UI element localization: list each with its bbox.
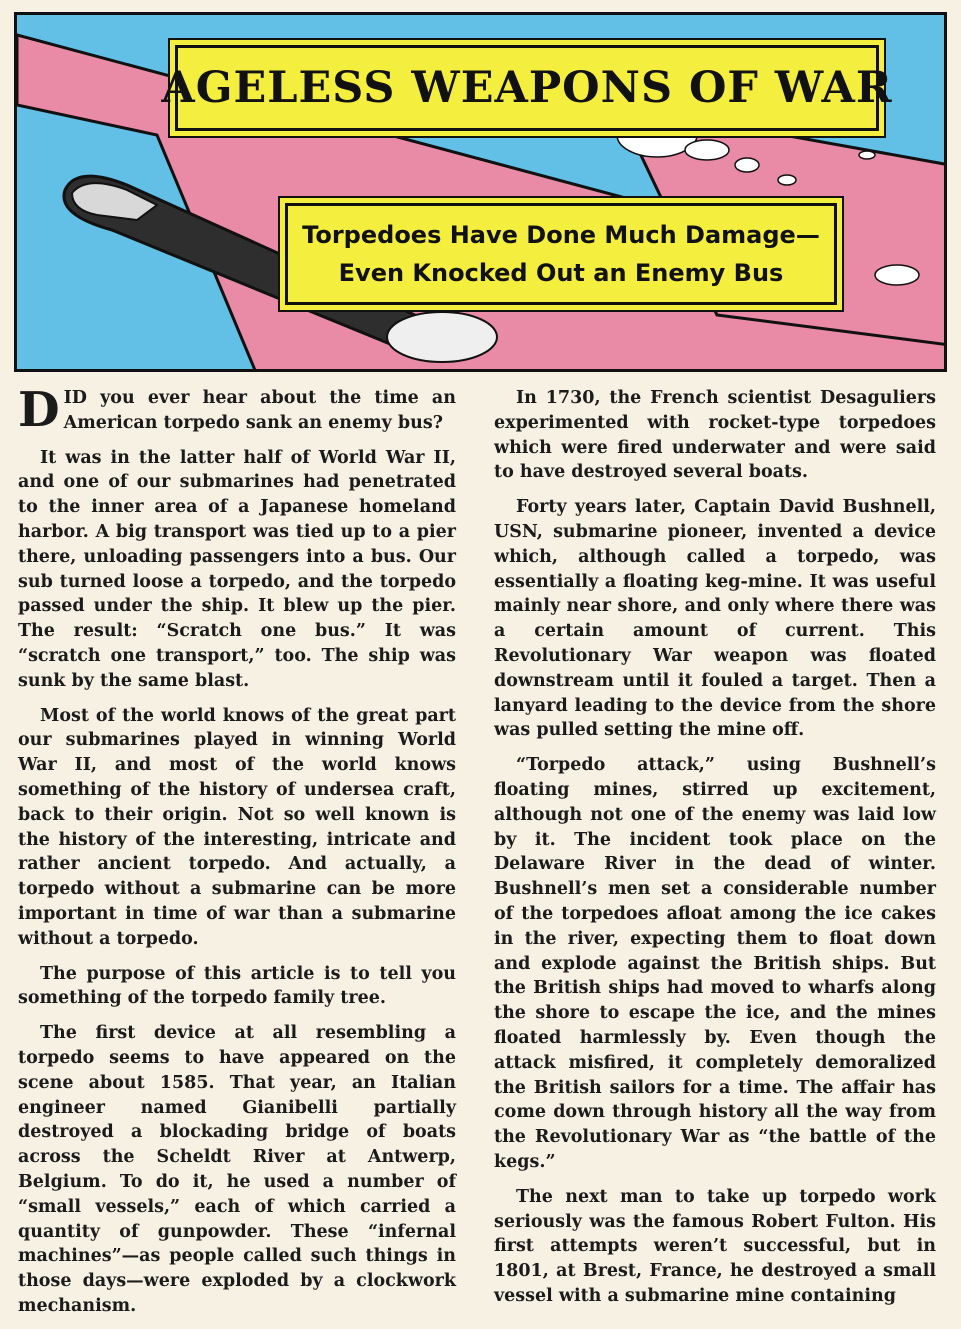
headline: AGELESS WEAPONS OF WAR bbox=[161, 63, 893, 113]
paragraph: The next man to take up torpedo work seriously was the famous Robert Fulton. His first attempts weren’t successful, but in 1801, at Brest, France, he destroyed a small vessel with a submarine mine containing bbox=[494, 1186, 936, 1306]
title-banner bbox=[14, 12, 947, 372]
paragraph: Most of the world knows of the great part our submarines played in winning World War II, and most of the world knows something of the history of undersea craft, back to their origin. Not so well known is the history of the interesting, intricate and rather ancient torpedo. And actually, a torpedo without a submarine can be more important in time of war than a submarine without a torpedo. bbox=[18, 705, 456, 949]
paragraph: The purpose of this article is to tell you something of the torpedo family tree. bbox=[18, 963, 456, 1009]
paragraph: The first device at all resembling a torpedo seems to have appeared on the scene about 1585. That year, an Italian engineer named Gianibelli partially destroyed a blockading bridge of boats across the Scheldt River at Antwerp, Belgium. To do it, he used a number of “small vessels,” each of which carried a quantity of gunpowder. These “infernal machines”—as people called such things in those days—were exploded by a clockwork mechanism. bbox=[18, 1023, 456, 1316]
paragraph: “Torpedo attack,” using Bushnell’s floating mines, stirred up excitement, although not one of the enemy was laid low by it. The incident took place on the Delaware River in the dead of winter. Bushnell’s men set a considerable number of the torpedoes afloat among the ice cakes in the river, expecting them to float down and explode against the British ships. But the British ships had moved to wharfs along the shore to escape the ice, and the mines floated harmlessly by. Even though the attack misfired, it completely demoralized the British sailors for a time. The affair has come down through history all the way from the Revolutionary War as “the battle of the kegs.” bbox=[494, 755, 936, 1172]
paragraph: It was in the latter half of World War II, and one of our submarines had penetrated to the inner area of a Japanese homeland harbor. A big transport was tied up to a pier there, unloading passengers into a bus. Our sub turned loose a torpedo, and the torpedo passed under the ship. It blew up the pier. The result: “Scratch one bus.” It was “scratch one transport,” too. The ship was sunk by the same blast. bbox=[18, 447, 456, 691]
paragraph: Forty years later, Captain David Bushnell, USN, submarine pioneer, invented a device which, although called a torpedo, was essentially a floating keg-mine. It was useful mainly near shore, and only where there was a certain amount of current. This Revolutionary War weapon was floated downstream until it fouled a target. Then a lanyard leading to the device from the shore was pulled setting the mine off. bbox=[494, 497, 936, 741]
subheadline-line-2: Even Knocked Out an Enemy Bus bbox=[338, 259, 784, 287]
subheadline-box bbox=[285, 203, 837, 305]
article-column-left bbox=[18, 382, 456, 1329]
paragraph: In 1730, the French scientist Desaguliers experimented with rocket-type torpedoes which were fired underwater and were said to have destroyed several boats. bbox=[494, 388, 936, 483]
headline-box bbox=[161, 45, 893, 131]
paragraph: DID you ever hear about the time an American torpedo sank an enemy bus? bbox=[18, 382, 456, 438]
drop-cap: D bbox=[18, 382, 60, 438]
article-column-right bbox=[494, 386, 936, 1319]
subheadline-line-1: Torpedoes Have Done Much Damage— bbox=[302, 221, 820, 249]
